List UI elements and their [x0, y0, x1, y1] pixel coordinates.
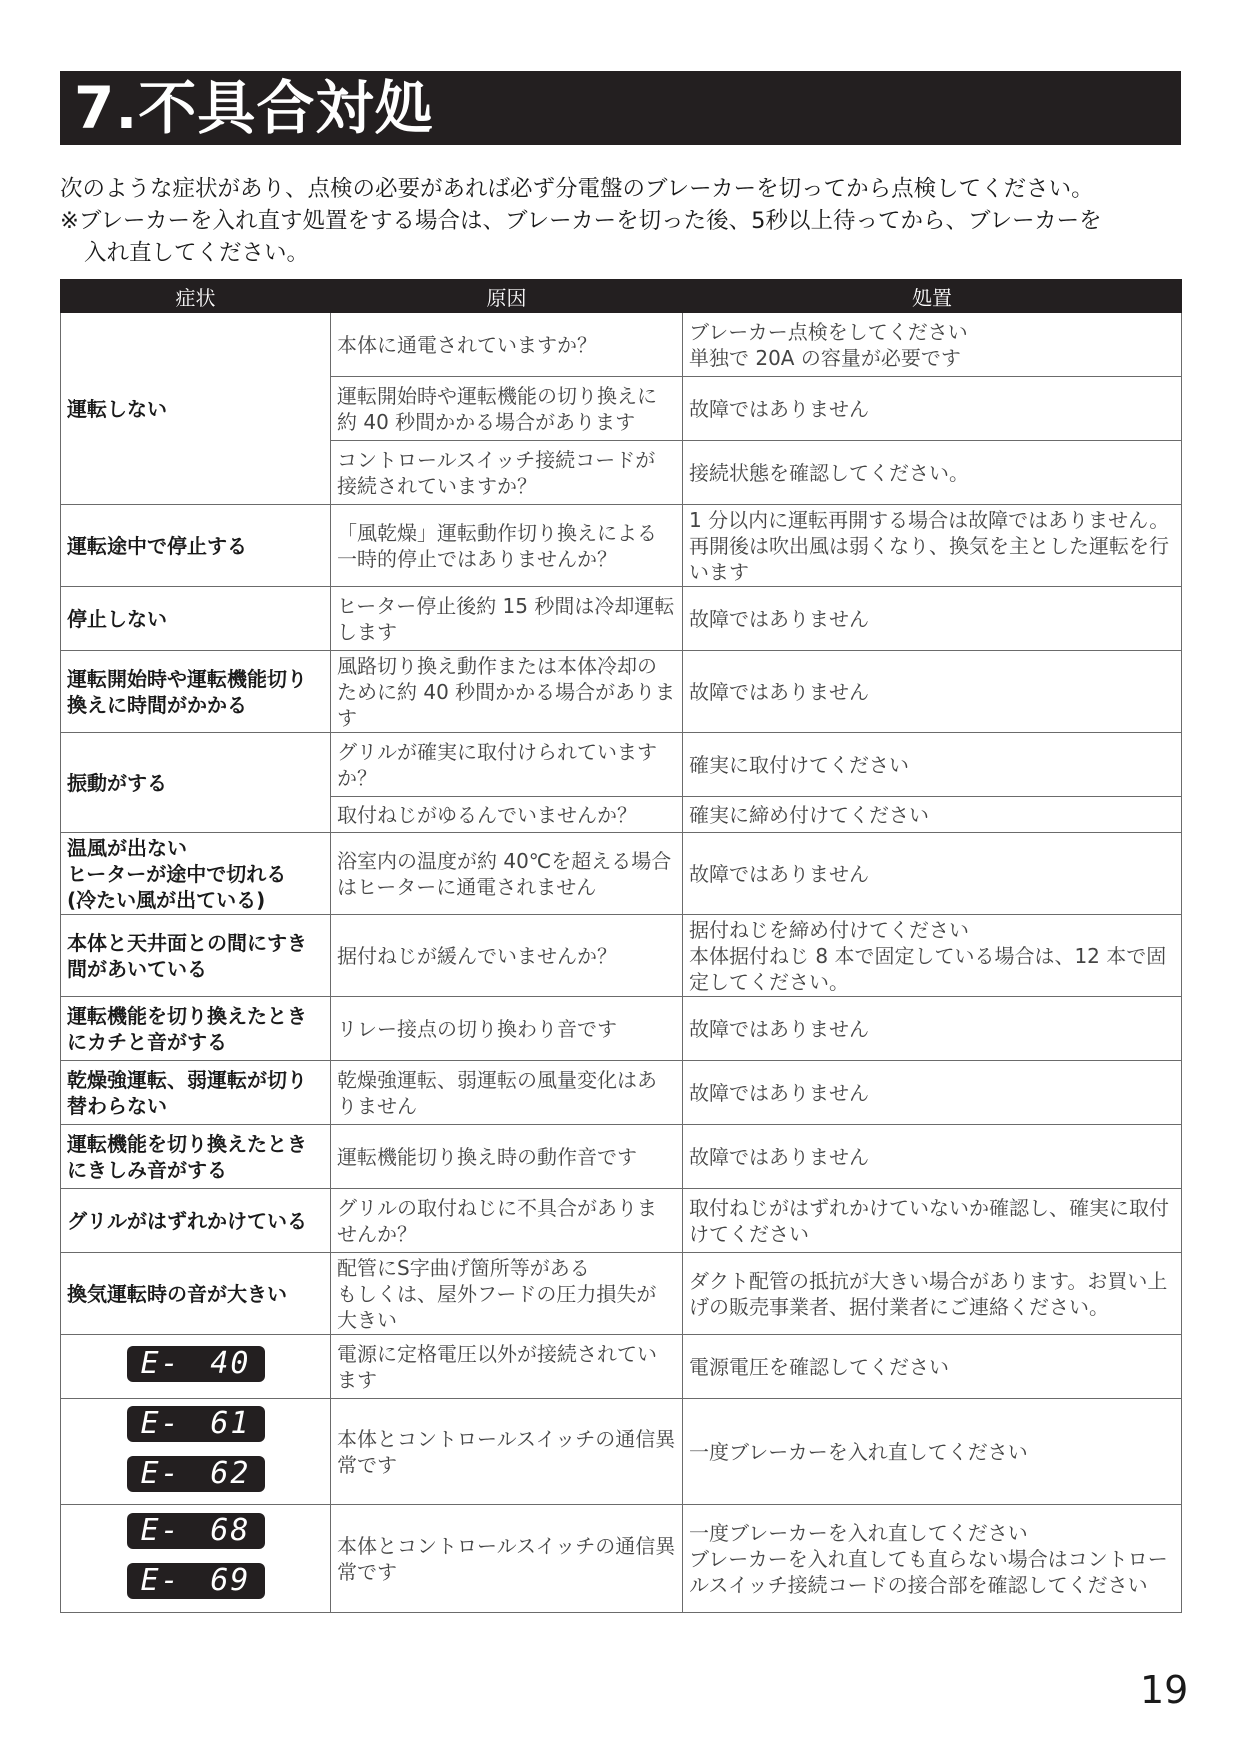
- table-row: [61, 313, 1182, 377]
- intro-text: [60, 173, 1190, 269]
- remedy-cell: 故障ではありません: [683, 1061, 1182, 1125]
- error-code-cell: [61, 1399, 331, 1505]
- symptom-cell: 運転途中で停止する: [61, 505, 331, 587]
- cause-cell: グリルの取付ねじに不具合がありませんか？: [331, 1189, 683, 1253]
- remedy-cell: 故障ではありません: [683, 833, 1182, 915]
- section-title-bar: [60, 71, 1181, 145]
- cause-cell: 「風乾燥」運転動作切り換えによる 一時的停止ではありませんか？: [331, 505, 683, 587]
- remedy-cell: 一度ブレーカーを入れ直してください ブレーカーを入れ直しても直らない場合はコントロールスイッチ接続コードの接合部を確認してください: [683, 1505, 1182, 1613]
- error-code-cell: [61, 1335, 331, 1399]
- error-code-display: E- 68: [127, 1513, 265, 1549]
- table-row: [61, 833, 1182, 915]
- remedy-cell: 取付ねじがはずれかけていないか確認し、確実に取付けてください: [683, 1189, 1182, 1253]
- section-title: 7.不具合対処: [74, 74, 434, 142]
- cause-cell: 本体とコントロールスイッチの通信異常です: [331, 1505, 683, 1613]
- cause-cell: 取付ねじがゆるんでいませんか？: [331, 797, 683, 833]
- cause-cell: ヒーター停止後約 15 秒間は冷却運転します: [331, 587, 683, 651]
- remedy-cell: 一度ブレーカーを入れ直してください: [683, 1399, 1182, 1505]
- symptom-cell: 停止しない: [61, 587, 331, 651]
- error-code-cell: [61, 1505, 331, 1613]
- remedy-cell: 据付ねじを締め付けてください 本体据付ねじ 8 本で固定している場合は、12 本で固定してください。: [683, 915, 1182, 997]
- symptom-cell: 振動がする: [61, 733, 331, 833]
- remedy-cell: 故障ではありません: [683, 651, 1182, 733]
- remedy-cell: 確実に取付けてください: [683, 733, 1182, 797]
- remedy-cell: 故障ではありません: [683, 587, 1182, 651]
- cause-cell: コントロールスイッチ接続コードが 接続されていますか？: [331, 441, 683, 505]
- table-row: [61, 651, 1182, 733]
- intro-line-3: 入れ直してください。: [84, 240, 310, 266]
- error-code-display: E- 62: [127, 1456, 265, 1492]
- page-number: 19: [1140, 1668, 1189, 1712]
- cause-cell: 電源に定格電圧以外が接続されています: [331, 1335, 683, 1399]
- error-code-display: E- 61: [127, 1406, 265, 1442]
- table-row: [61, 733, 1182, 797]
- remedy-cell: 電源電圧を確認してください: [683, 1335, 1182, 1399]
- cause-cell: 乾燥強運転、弱運転の風量変化はありません: [331, 1061, 683, 1125]
- header-symptom: 症状: [61, 280, 331, 313]
- cause-cell: 浴室内の温度が約 40℃を超える場合はヒーターに通電されません: [331, 833, 683, 915]
- symptom-cell: 乾燥強運転、弱運転が切り替わらない: [61, 1061, 331, 1125]
- symptom-cell: 運転開始時や運転機能切り換えに時間がかかる: [61, 651, 331, 733]
- symptom-cell: グリルがはずれかけている: [61, 1189, 331, 1253]
- table-row: [61, 1399, 1182, 1505]
- table-row: [61, 1189, 1182, 1253]
- cause-cell: リレー接点の切り換わり音です: [331, 997, 683, 1061]
- table-row: [61, 997, 1182, 1061]
- cause-cell: 本体とコントロールスイッチの通信異常です: [331, 1399, 683, 1505]
- table-row: [61, 505, 1182, 587]
- error-code-display: E- 69: [127, 1563, 265, 1599]
- cause-cell: 運転開始時や運転機能の切り換えに 約 40 秒間かかる場合があります: [331, 377, 683, 441]
- table-row: [61, 587, 1182, 651]
- remedy-cell: ブレーカー点検をしてください 単独で 20A の容量が必要です: [683, 313, 1182, 377]
- intro-line-2: ※ブレーカーを入れ直す処置をする場合は、ブレーカーを切った後、5秒以上待ってから、ブレーカーを: [60, 208, 1102, 234]
- remedy-cell: 接続状態を確認してください。: [683, 441, 1182, 505]
- table-row: [61, 1253, 1182, 1335]
- cause-cell: 運転機能切り換え時の動作音です: [331, 1125, 683, 1189]
- table-header-row: [61, 280, 1182, 313]
- symptom-cell: 運転しない: [61, 313, 331, 505]
- troubleshooting-table: [60, 279, 1182, 1613]
- remedy-cell: 故障ではありません: [683, 1125, 1182, 1189]
- symptom-cell: 換気運転時の音が大きい: [61, 1253, 331, 1335]
- table-row: [61, 1505, 1182, 1613]
- error-code-display: E- 40: [127, 1346, 265, 1382]
- table-row: [61, 915, 1182, 997]
- table-row: [61, 1125, 1182, 1189]
- header-cause: 原因: [331, 280, 683, 313]
- symptom-cell: 運転機能を切り換えたときにきしみ音がする: [61, 1125, 331, 1189]
- symptom-cell: 運転機能を切り換えたときにカチと音がする: [61, 997, 331, 1061]
- symptom-cell: 本体と天井面との間にすき間があいている: [61, 915, 331, 997]
- remedy-cell: 故障ではありません: [683, 997, 1182, 1061]
- cause-cell: 風路切り換え動作または本体冷却のために約 40 秒間かかる場合があります: [331, 651, 683, 733]
- remedy-cell: 1 分以内に運転再開する場合は故障ではありません。再開後は吹出風は弱くなり、換気を主とした運転を行います: [683, 505, 1182, 587]
- remedy-cell: ダクト配管の抵抗が大きい場合があります。お買い上げの販売事業者、据付業者にご連絡ください。: [683, 1253, 1182, 1335]
- remedy-cell: 確実に締め付けてください: [683, 797, 1182, 833]
- table-row: [61, 1061, 1182, 1125]
- remedy-cell: 故障ではありません: [683, 377, 1182, 441]
- intro-line-1: 次のような症状があり、点検の必要があれば必ず分電盤のブレーカーを切ってから点検してください。: [60, 176, 1094, 202]
- symptom-cell: 温風が出ない ヒーターが途中で切れる (冷たい風が出ている): [61, 833, 331, 915]
- cause-cell: 据付ねじが緩んでいませんか？: [331, 915, 683, 997]
- header-remedy: 処置: [683, 280, 1182, 313]
- cause-cell: 本体に通電されていますか？: [331, 313, 683, 377]
- table-row: [61, 1335, 1182, 1399]
- cause-cell: 配管にS字曲げ箇所等がある もしくは、屋外フードの圧力損失が大きい: [331, 1253, 683, 1335]
- cause-cell: グリルが確実に取付けられていますか？: [331, 733, 683, 797]
